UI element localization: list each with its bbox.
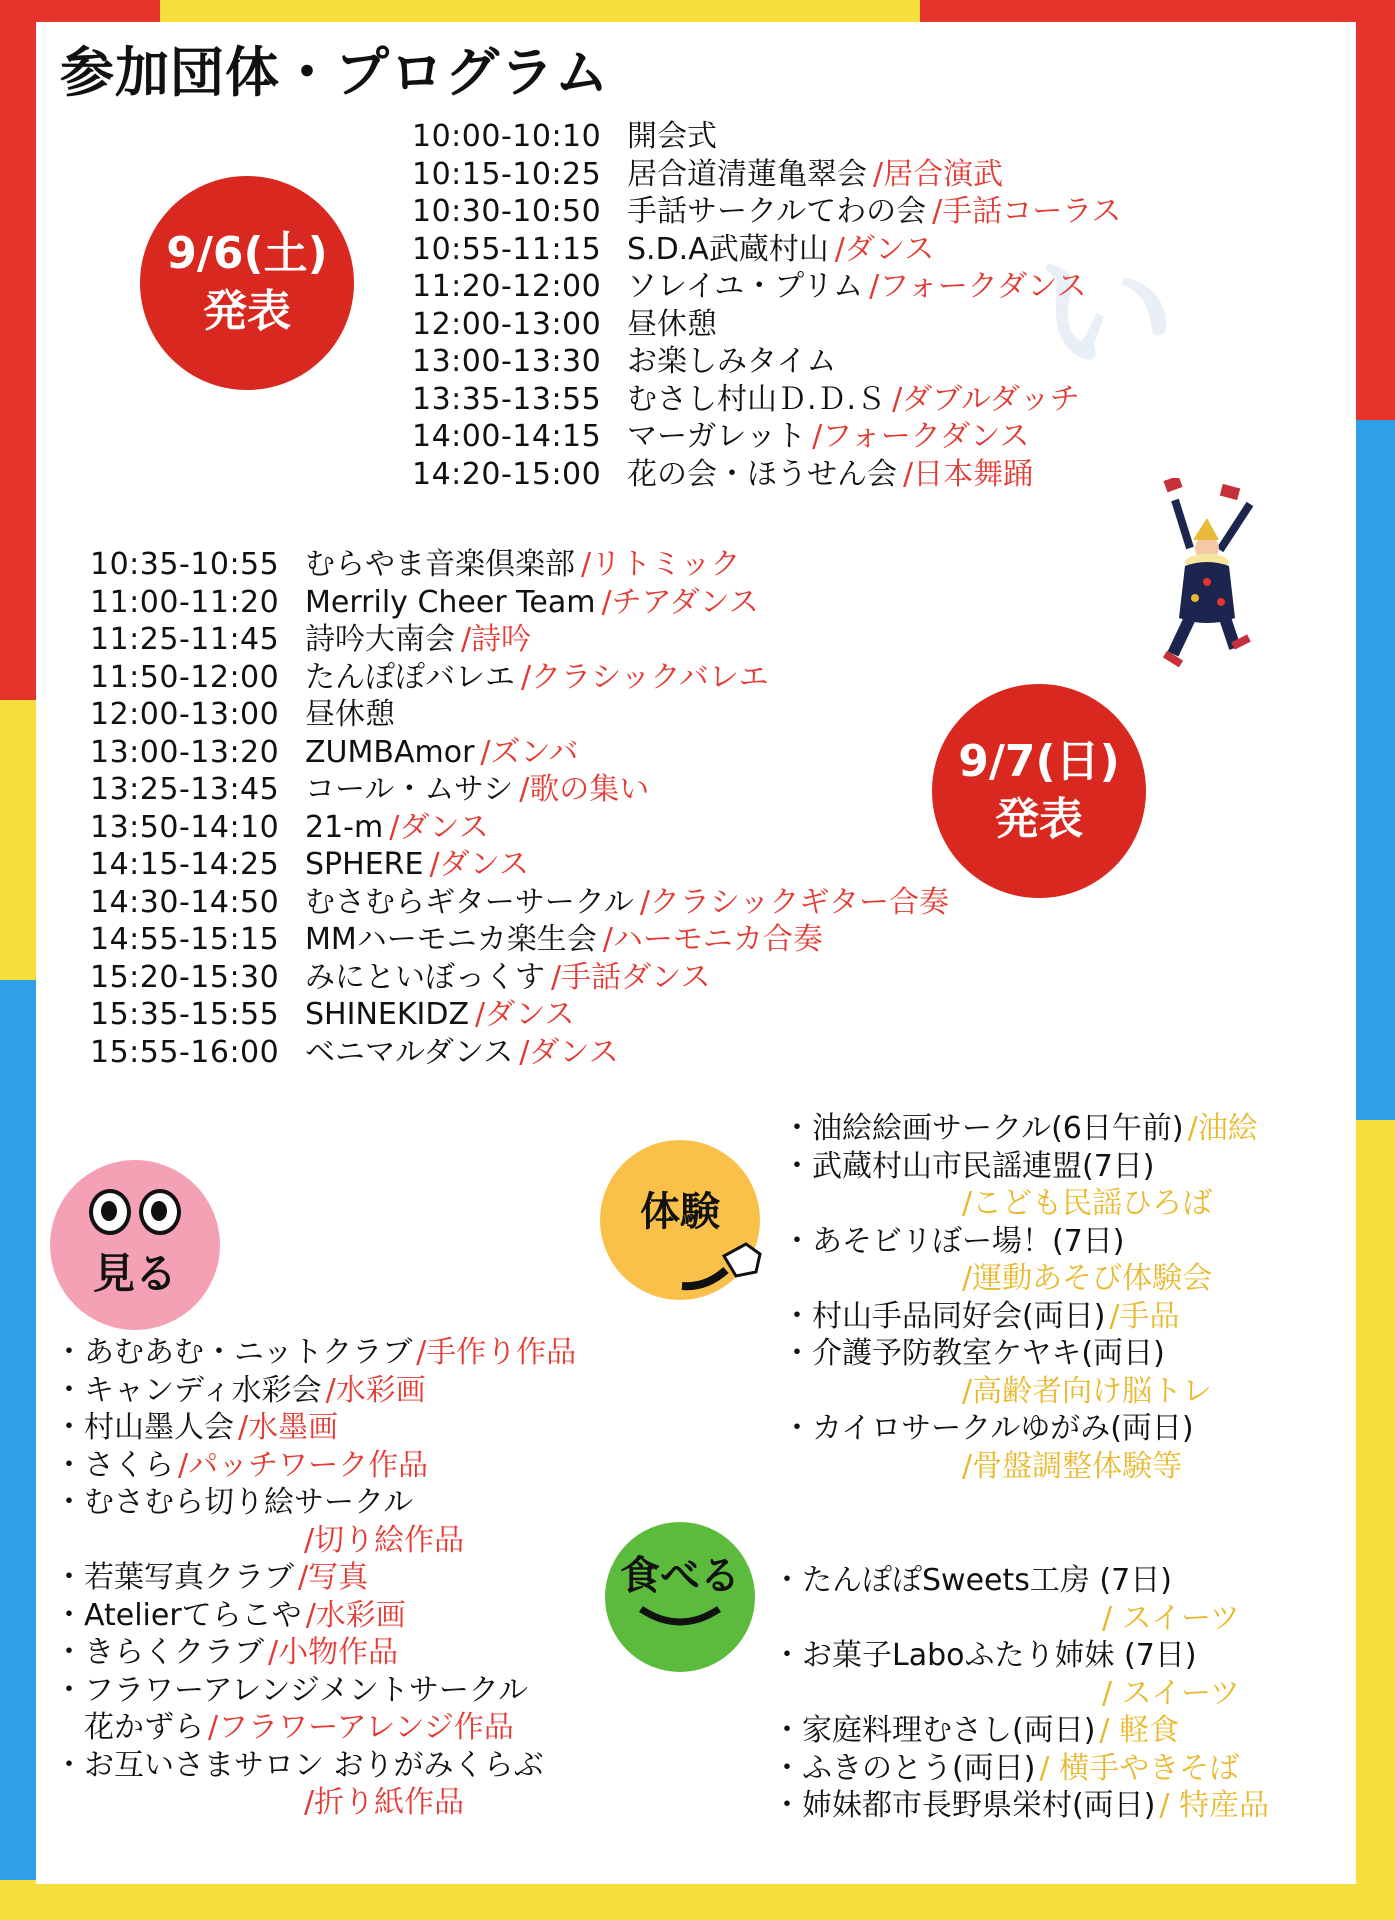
time-slot: 13:50-14:10 bbox=[90, 809, 280, 845]
item-name: ・さくら bbox=[54, 1447, 174, 1483]
item-name: ・きらくクラブ bbox=[54, 1635, 264, 1670]
item-name: ・村山墨人会 bbox=[54, 1410, 234, 1445]
genre-label: /日本舞踊 bbox=[903, 456, 1034, 492]
time-slot: 10:00-10:10 bbox=[412, 119, 602, 154]
group-name: むさむらギターサークル bbox=[305, 884, 634, 920]
list-item bbox=[54, 1559, 576, 1597]
smile-icon bbox=[635, 1601, 725, 1631]
genre-label: /手話ダンス bbox=[551, 959, 711, 995]
item-name: ・あむあむ・ニットクラブ bbox=[54, 1335, 413, 1370]
item-name: ・家庭料理むさし(両日) bbox=[772, 1713, 1096, 1748]
group-name: SHINEKIDZ bbox=[305, 997, 470, 1032]
item-genre: /水彩画 bbox=[325, 1372, 426, 1408]
time-slot: 11:00-11:20 bbox=[90, 584, 280, 620]
list-item bbox=[54, 1747, 576, 1785]
item-name: ・油絵絵画サークル(6日午前) bbox=[782, 1111, 1184, 1146]
item-name: ・たんぽぽSweets工房 (7日) bbox=[772, 1563, 1172, 1598]
time-slot: 13:25-13:45 bbox=[90, 772, 280, 807]
genre-label: /ダブルダッチ bbox=[892, 381, 1080, 417]
time-slot: 13:35-13:55 bbox=[412, 381, 602, 417]
time-slot: 11:20-12:00 bbox=[412, 269, 602, 304]
group-name: Merrily Cheer Team bbox=[305, 584, 596, 620]
schedule-row bbox=[90, 621, 949, 659]
list-item bbox=[54, 1409, 576, 1447]
schedule-row bbox=[412, 118, 1121, 156]
background-watermark: い bbox=[1036, 233, 1177, 396]
item-genre: /油絵 bbox=[1187, 1111, 1258, 1146]
list-item bbox=[772, 1712, 1269, 1750]
time-slot: 12:00-13:00 bbox=[90, 697, 280, 732]
group-name: 昼休憩 bbox=[627, 306, 717, 342]
item-genre: /こども民謡ひろば bbox=[962, 1186, 1213, 1221]
list-item bbox=[54, 1634, 576, 1672]
item-name: ・武蔵村山市民謡連盟(7日) bbox=[782, 1148, 1155, 1184]
genre-label: /ズンバ bbox=[480, 734, 579, 770]
group-name: 手話サークルてわの会 bbox=[627, 194, 927, 229]
group-name: 開会式 bbox=[627, 119, 717, 154]
item-name: ・ふきのとう(両日) bbox=[772, 1750, 1036, 1786]
time-slot: 11:50-12:00 bbox=[90, 659, 280, 695]
schedule-row bbox=[412, 381, 1121, 419]
taiken-list bbox=[782, 1110, 1258, 1485]
time-slot: 10:35-10:55 bbox=[90, 547, 280, 582]
genre-label: /手話コーラス bbox=[932, 194, 1122, 229]
item-genre: /水墨画 bbox=[238, 1410, 339, 1445]
day1-badge-date: 9/6(土) bbox=[166, 228, 328, 279]
list-item bbox=[54, 1372, 576, 1410]
time-slot: 15:20-15:30 bbox=[90, 959, 280, 995]
group-name: マーガレット bbox=[627, 419, 807, 454]
genre-label: /ダンス bbox=[834, 231, 935, 267]
item-genre: /骨盤調整体験等 bbox=[962, 1448, 1183, 1484]
taberu-list bbox=[772, 1562, 1269, 1825]
group-name: 詩吟大南会 bbox=[305, 622, 455, 657]
genre-label: /リトミック bbox=[581, 547, 741, 582]
taberu-label: 食べる bbox=[620, 1552, 740, 1599]
group-name: たんぽぽバレエ bbox=[305, 659, 515, 695]
list-item bbox=[54, 1709, 576, 1747]
item-name: ・あそビリぼー場！(7日) bbox=[782, 1223, 1125, 1259]
day1-badge bbox=[140, 176, 354, 390]
item-genre: / 特産品 bbox=[1159, 1788, 1270, 1823]
schedule-row bbox=[90, 884, 949, 922]
list-item bbox=[54, 1597, 576, 1635]
schedule-row bbox=[90, 659, 949, 697]
miru-list bbox=[54, 1334, 576, 1822]
item-genre: /パッチワーク作品 bbox=[178, 1447, 429, 1483]
list-item bbox=[782, 1148, 1258, 1186]
taberu-circle bbox=[605, 1522, 755, 1672]
time-slot: 14:15-14:25 bbox=[90, 847, 280, 882]
genre-label: /フォークダンス bbox=[869, 269, 1087, 304]
schedule-row bbox=[412, 193, 1121, 231]
item-genre: / スイーツ bbox=[1102, 1600, 1240, 1636]
list-item bbox=[54, 1672, 576, 1710]
group-name: 昼休憩 bbox=[305, 697, 395, 732]
day1-schedule bbox=[412, 118, 1121, 493]
hand-icon bbox=[676, 1236, 772, 1296]
genre-label: /クラシックギター合奏 bbox=[639, 884, 950, 920]
item-name: ・お互いさまサロン おりがみくらぶ bbox=[54, 1747, 544, 1783]
item-genre: /運動あそび体験会 bbox=[962, 1261, 1213, 1296]
item-name: ・姉妹都市長野県栄村(両日) bbox=[772, 1788, 1156, 1823]
time-slot: 14:00-14:15 bbox=[412, 419, 602, 454]
list-item bbox=[772, 1562, 1269, 1600]
time-slot: 11:25-11:45 bbox=[90, 622, 280, 657]
list-item bbox=[782, 1410, 1258, 1448]
group-name: 花の会・ほうせん会 bbox=[627, 456, 897, 492]
time-slot: 15:35-15:55 bbox=[90, 997, 280, 1032]
schedule-row bbox=[412, 268, 1121, 306]
schedule-row bbox=[90, 584, 949, 622]
schedule-row bbox=[412, 343, 1121, 381]
time-slot: 15:55-16:00 bbox=[90, 1034, 280, 1070]
schedule-row bbox=[90, 809, 949, 847]
miru-label: 見る bbox=[92, 1249, 177, 1298]
genre-label: /ハーモニカ合奏 bbox=[602, 922, 823, 957]
group-name: ZUMBAmor bbox=[305, 734, 475, 770]
item-genre: /折り紙作品 bbox=[304, 1785, 465, 1820]
schedule-row bbox=[412, 156, 1121, 194]
item-name: ・フラワーアレンジメントサークル bbox=[54, 1672, 528, 1708]
schedule-row bbox=[90, 996, 949, 1034]
time-slot: 12:00-13:00 bbox=[412, 306, 602, 342]
item-genre: /小物作品 bbox=[268, 1635, 399, 1670]
page-title: 参加団体・プログラム bbox=[60, 41, 610, 104]
day1-badge-label: 発表 bbox=[203, 286, 291, 337]
group-name: ベニマルダンス bbox=[305, 1034, 514, 1070]
schedule-row bbox=[90, 734, 949, 772]
time-slot: 10:15-10:25 bbox=[412, 156, 602, 192]
item-name: ・キャンディ水彩会 bbox=[54, 1372, 322, 1408]
schedule-row bbox=[412, 231, 1121, 269]
time-slot: 14:30-14:50 bbox=[90, 884, 280, 920]
schedule-row bbox=[90, 846, 949, 884]
item-genre: /写真 bbox=[298, 1560, 369, 1595]
group-name: S.D.A武蔵村山 bbox=[627, 231, 829, 267]
miru-circle bbox=[50, 1160, 220, 1330]
time-slot: 10:55-11:15 bbox=[412, 231, 602, 267]
group-name: MMハーモニカ楽生会 bbox=[305, 922, 597, 957]
group-name: SPHERE bbox=[305, 847, 424, 882]
eyes-icon bbox=[89, 1189, 181, 1235]
day2-badge-label: 発表 bbox=[995, 794, 1083, 845]
list-item bbox=[772, 1750, 1269, 1788]
time-slot: 13:00-13:30 bbox=[412, 344, 602, 379]
list-item bbox=[54, 1484, 576, 1522]
genre-label: /フォークダンス bbox=[812, 419, 1030, 454]
list-item bbox=[54, 1334, 576, 1372]
group-name: 21-m bbox=[305, 809, 384, 845]
clown-illustration bbox=[1135, 478, 1275, 668]
item-genre: /切り絵作品 bbox=[304, 1522, 465, 1558]
day2-badge bbox=[932, 684, 1146, 898]
time-slot: 14:55-15:15 bbox=[90, 922, 280, 957]
schedule-row bbox=[412, 456, 1121, 494]
schedule-row bbox=[412, 306, 1121, 344]
item-genre: /水彩画 bbox=[305, 1597, 406, 1633]
list-item bbox=[772, 1787, 1269, 1825]
group-name: みにといぼっくす bbox=[305, 959, 545, 995]
item-name: ・村山手品同好会(両日) bbox=[782, 1298, 1106, 1334]
item-genre: / スイーツ bbox=[1102, 1675, 1240, 1711]
time-slot: 14:20-15:00 bbox=[412, 456, 602, 492]
schedule-row bbox=[90, 546, 949, 584]
group-name: 居合道清蓮亀翠会 bbox=[627, 156, 867, 192]
list-item bbox=[782, 1223, 1258, 1261]
item-name: ・むさむら切り絵サークル bbox=[54, 1485, 414, 1520]
item-name: ・お菓子Laboふたり姉妹 (7日) bbox=[772, 1638, 1197, 1673]
item-name: ・Atelierてらこや bbox=[54, 1597, 302, 1633]
genre-label: /ダンス bbox=[475, 997, 575, 1032]
genre-label: /ダンス bbox=[389, 809, 489, 845]
item-name: ・カイロサークルゆがみ(両日) bbox=[782, 1411, 1194, 1446]
genre-label: /歌の集い bbox=[519, 772, 650, 807]
item-genre: /手品 bbox=[1109, 1298, 1180, 1334]
schedule-row bbox=[90, 1034, 949, 1072]
taiken-label: 体験 bbox=[640, 1188, 720, 1235]
time-slot: 13:00-13:20 bbox=[90, 734, 280, 770]
day2-schedule bbox=[90, 546, 949, 1071]
group-name: ソレイユ・プリム bbox=[627, 269, 864, 304]
item-name: ・介護予防教室ケヤキ(両日) bbox=[782, 1336, 1165, 1371]
schedule-row bbox=[90, 921, 949, 959]
item-genre: /フラワーアレンジ作品 bbox=[208, 1710, 514, 1745]
group-name: むさし村山Ｄ.Ｄ.Ｓ bbox=[627, 381, 887, 417]
item-name: 花かずら bbox=[54, 1710, 204, 1745]
genre-label: /ダンス bbox=[519, 1034, 619, 1070]
genre-label: /居合演武 bbox=[873, 156, 1004, 192]
genre-label: /詩吟 bbox=[461, 622, 532, 657]
taiken-circle bbox=[600, 1140, 760, 1300]
edge-yellow-bottom bbox=[0, 1880, 1395, 1920]
group-name: お楽しみタイム bbox=[627, 344, 837, 379]
item-name: ・若葉写真クラブ bbox=[54, 1560, 294, 1595]
time-slot: 10:30-10:50 bbox=[412, 194, 602, 229]
group-name: コール・ムサシ bbox=[305, 772, 514, 807]
genre-label: /クラシックバレエ bbox=[521, 659, 769, 695]
list-item bbox=[782, 1298, 1258, 1336]
schedule-row bbox=[90, 696, 949, 734]
schedule-row bbox=[90, 771, 949, 809]
genre-label: /ダンス bbox=[429, 847, 529, 882]
list-item bbox=[782, 1335, 1258, 1373]
item-genre: /手作り作品 bbox=[416, 1335, 577, 1370]
schedule-row bbox=[90, 959, 949, 997]
schedule-row bbox=[412, 418, 1121, 456]
list-item bbox=[772, 1637, 1269, 1675]
item-genre: / 軽食 bbox=[1099, 1713, 1180, 1748]
list-item bbox=[54, 1447, 576, 1485]
genre-label: /チアダンス bbox=[601, 584, 759, 620]
list-item bbox=[782, 1110, 1258, 1148]
item-genre: / 横手やきそば bbox=[1039, 1750, 1240, 1786]
item-genre: /高齢者向け脳トレ bbox=[962, 1373, 1213, 1409]
group-name: むらやま音楽倶楽部 bbox=[305, 547, 575, 582]
day2-badge-date: 9/7(日) bbox=[958, 736, 1120, 787]
